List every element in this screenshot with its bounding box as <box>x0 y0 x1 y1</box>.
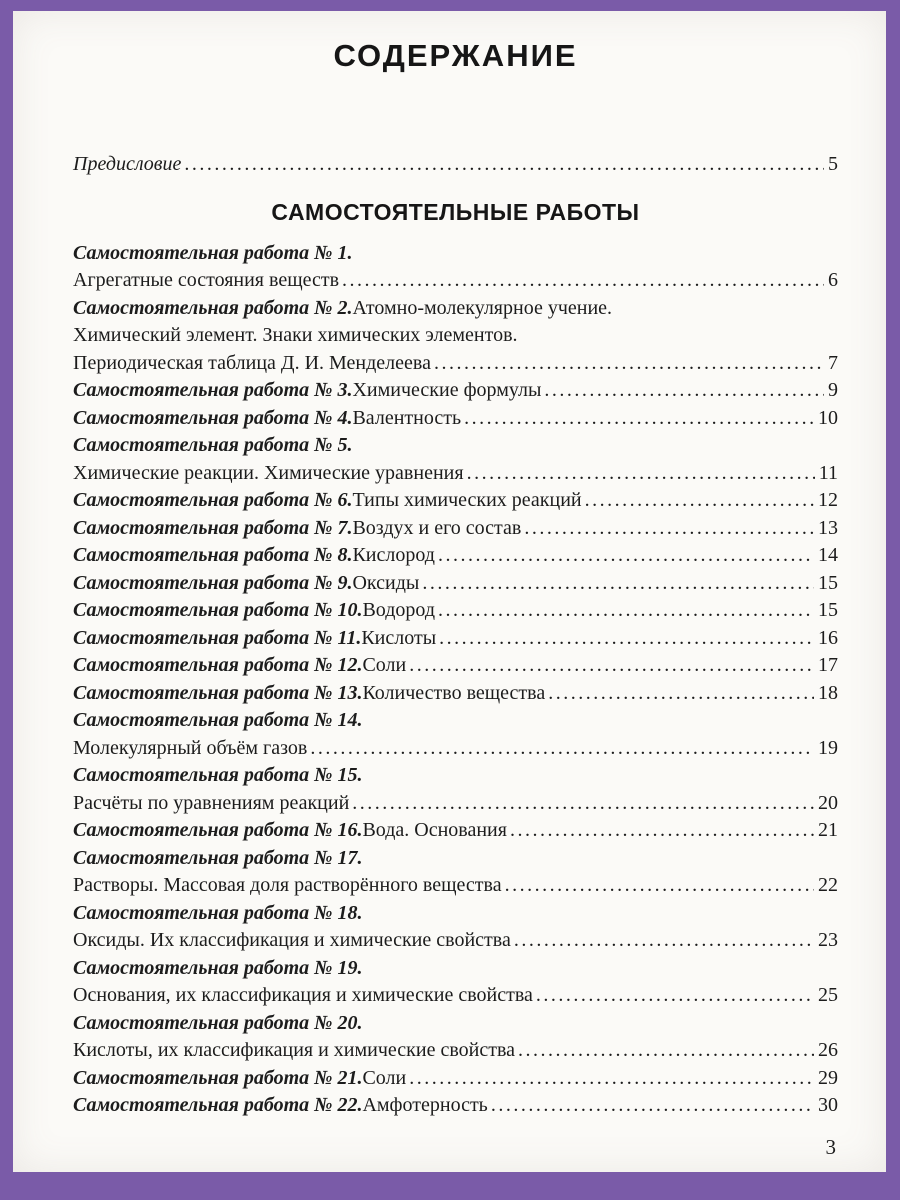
toc-page-number: 15 <box>818 599 838 621</box>
dot-leader <box>524 515 814 543</box>
dot-leader <box>548 680 814 708</box>
toc-work-title: Самостоятельная работа № 5. <box>73 434 353 456</box>
toc-row <box>73 817 838 845</box>
toc-work-title: Самостоятельная работа № 17. <box>73 846 363 869</box>
toc-row <box>73 487 838 515</box>
toc-row <box>73 625 838 653</box>
toc-row <box>73 515 838 543</box>
toc-entry-text: Водород <box>362 599 435 621</box>
toc-work-title: Самостоятельная работа № 14. <box>73 709 363 731</box>
toc-page-number: 7 <box>828 351 838 374</box>
toc-row <box>73 982 838 1010</box>
toc-entry-text: Валентность <box>352 406 462 429</box>
toc-entry-text: Химический элемент. Знаки химических элементов. <box>73 324 518 346</box>
dot-leader <box>544 377 824 405</box>
dot-leader <box>510 817 814 845</box>
toc-page-number: 19 <box>818 736 838 759</box>
toc-entry-text: Химические реакции. Химические уравнения <box>73 461 464 484</box>
toc-row <box>73 405 838 433</box>
dot-leader <box>505 872 814 900</box>
section-heading: САМОСТОЯТЕЛЬНЫЕ РАБОТЫ <box>271 198 640 225</box>
toc-work-title: Самостоятельная работа № 8. <box>73 544 353 566</box>
toc-page-number: 30 <box>818 1094 838 1116</box>
toc-work-title: Самостоятельная работа № 2. <box>73 296 353 319</box>
toc-row <box>73 570 838 598</box>
toc-row <box>73 1092 838 1120</box>
toc-entry-text: Агрегатные состояния веществ <box>73 269 340 291</box>
toc-row <box>73 1037 838 1065</box>
toc-row <box>73 927 838 955</box>
toc-entry-text: Соли <box>362 654 407 676</box>
toc-entry-text: Вода. Основания <box>362 819 507 841</box>
toc-row <box>73 350 838 378</box>
toc-work-title: Самостоятельная работа № 1. <box>73 241 353 264</box>
toc-page-number: 15 <box>818 571 838 594</box>
toc-row <box>73 707 838 735</box>
toc-row <box>73 900 838 928</box>
toc-work-title: Самостоятельная работа № 16. <box>73 819 363 841</box>
dot-leader <box>438 542 814 570</box>
toc-page-number: 23 <box>818 929 838 951</box>
toc-row <box>73 955 838 983</box>
dot-leader <box>422 570 814 598</box>
toc-row <box>73 460 838 488</box>
dot-leader <box>342 267 824 295</box>
dot-leader <box>491 1092 814 1120</box>
toc-work-title: Самостоятельная работа № 15. <box>73 764 363 786</box>
toc-row <box>73 597 838 625</box>
toc-work-title: Самостоятельная работа № 4. <box>73 406 353 429</box>
dot-leader <box>467 460 815 488</box>
dot-leader <box>514 927 814 955</box>
toc-row <box>73 1065 838 1093</box>
toc-work-title: Самостоятельная работа № 20. <box>73 1011 363 1034</box>
preface-label: Предисловие <box>73 153 182 175</box>
toc-work-title: Самостоятельная работа № 9. <box>73 571 353 594</box>
toc-page-number: 10 <box>818 406 838 429</box>
preface-page-number: 5 <box>828 153 838 175</box>
toc-entry-text: Растворы. Массовая доля растворённого вещества <box>73 874 502 896</box>
toc-page-number: 26 <box>818 1039 838 1061</box>
toc-entry-text: Количество вещества <box>362 681 546 704</box>
toc-row <box>73 542 838 570</box>
toc-work-title: Самостоятельная работа № 18. <box>73 901 363 924</box>
toc-work-title: Самостоятельная работа № 21. <box>73 1066 363 1089</box>
toc-row <box>73 735 838 763</box>
dot-leader <box>536 982 814 1010</box>
preface-entry <box>73 151 838 179</box>
toc-row <box>73 295 838 323</box>
toc-work-title: Самостоятельная работа № 11. <box>73 626 362 649</box>
toc-entry-text: Воздух и его состав <box>352 516 522 539</box>
dot-leader <box>352 790 814 818</box>
toc-entry-text: Соли <box>362 1066 407 1089</box>
toc-work-title: Самостоятельная работа № 10. <box>73 599 363 621</box>
toc-entry-text: Расчёты по уравнениям реакций <box>73 791 350 814</box>
toc-page-number: 13 <box>818 516 838 539</box>
toc-entry-text: Кислоты <box>361 626 437 649</box>
toc-work-title: Самостоятельная работа № 3. <box>73 379 353 401</box>
toc-row <box>73 1010 838 1038</box>
toc-work-title: Самостоятельная работа № 6. <box>73 489 353 511</box>
toc-entry-text: Молекулярный объём газов <box>73 736 308 759</box>
dot-leader <box>409 1065 814 1093</box>
toc-page-number: 9 <box>828 379 838 401</box>
toc-entry-text: Амфотерность <box>362 1094 488 1116</box>
folio-page-number: 3 <box>825 1135 836 1159</box>
dot-leader <box>464 405 814 433</box>
toc-entry-text: Кислоты, их классификация и химические свойства <box>73 1039 516 1061</box>
dot-leader <box>438 597 814 625</box>
toc-page-number: 17 <box>818 654 838 676</box>
toc-row <box>73 845 838 873</box>
toc-row <box>73 762 838 790</box>
toc-work-title: Самостоятельная работа № 7. <box>73 516 353 539</box>
toc-entry-text: Основания, их классификация и химические свойства <box>73 984 533 1006</box>
toc-row <box>73 680 838 708</box>
toc-page-number: 29 <box>818 1066 838 1089</box>
toc-entry-text: Кислород <box>352 544 435 566</box>
toc-entry-text: Атомно-молекулярное учение. <box>352 296 613 319</box>
toc-page-number: 6 <box>828 269 838 291</box>
toc-list <box>73 240 838 1120</box>
toc-row <box>73 652 838 680</box>
dot-leader <box>518 1037 814 1065</box>
toc-row <box>73 240 838 268</box>
dot-leader <box>184 151 824 179</box>
scanned-page <box>13 11 886 1172</box>
toc-work-title: Самостоятельная работа № 12. <box>73 654 363 676</box>
toc-entry-text: Оксиды. Их классификация и химические свойства <box>73 929 511 951</box>
toc-work-title: Самостоятельная работа № 22. <box>73 1094 363 1116</box>
dot-leader <box>439 625 814 653</box>
toc-entry-text: Химические формулы <box>352 379 542 401</box>
toc-entry-text: Типы химических реакций <box>352 489 582 511</box>
dot-leader <box>310 735 814 763</box>
toc-page-number: 14 <box>818 544 838 566</box>
toc-page-number: 22 <box>818 874 838 896</box>
toc-page-number: 25 <box>818 984 838 1006</box>
toc-row <box>73 377 838 405</box>
dot-leader <box>434 350 824 378</box>
toc-entry-text: Оксиды <box>352 571 420 594</box>
toc-work-title: Самостоятельная работа № 19. <box>73 956 363 979</box>
toc-work-title: Самостоятельная работа № 13. <box>73 681 363 704</box>
toc-page-number: 16 <box>818 626 838 649</box>
toc-page-number: 12 <box>818 489 838 511</box>
toc-row <box>73 872 838 900</box>
toc-page-number: 21 <box>818 819 838 841</box>
dot-leader <box>585 487 814 515</box>
dot-leader <box>409 652 814 680</box>
toc-row <box>73 267 838 295</box>
toc-page-number: 18 <box>818 681 838 704</box>
contents-title: СОДЕРЖАНИЕ <box>333 38 578 73</box>
toc-row <box>73 322 838 350</box>
toc-entry-text: Периодическая таблица Д. И. Менделеева <box>73 351 431 374</box>
toc-page-number: 20 <box>818 791 838 814</box>
toc-page-number: 11 <box>818 461 838 484</box>
toc-row <box>73 790 838 818</box>
toc-row <box>73 432 838 460</box>
